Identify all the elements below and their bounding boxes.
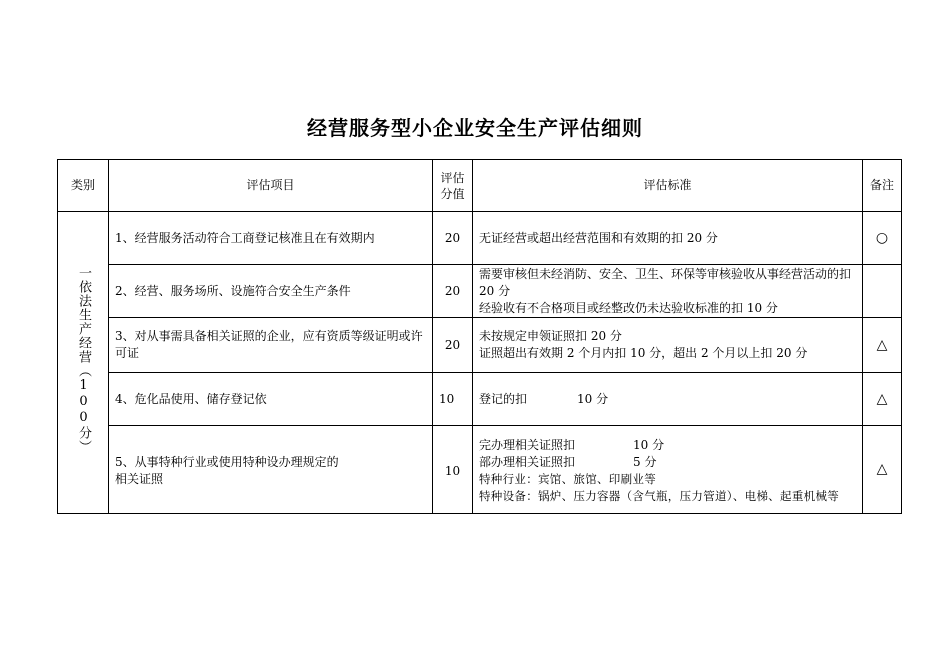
item-cell: 2、经营、服务场所、设施符合安全生产条件 bbox=[109, 265, 433, 318]
standard-cell bbox=[473, 426, 863, 514]
score-cell: 20 bbox=[433, 212, 473, 265]
standard-line bbox=[479, 437, 856, 454]
table-row bbox=[58, 212, 902, 265]
item-cell bbox=[109, 426, 433, 514]
standard-line bbox=[479, 454, 856, 471]
standard-line: 需要审核但未经消防、安全、卫生、环保等审核验收从事经营活动的扣 20 分 bbox=[479, 266, 852, 298]
standard-mid: 扣 bbox=[515, 391, 528, 406]
note-cell: ○ bbox=[863, 212, 902, 265]
note-cell: △ bbox=[863, 373, 902, 426]
standard-points: 10 分 bbox=[633, 438, 665, 452]
category-label: 一依法生产经营（100分） bbox=[76, 266, 91, 454]
page-title: 经营服务型小企业安全生产评估细则 bbox=[307, 116, 643, 140]
score-cell: 20 bbox=[433, 318, 473, 373]
standard-line: 经验收有不合格项目或经整改仍未达验收标准的扣 10 分 bbox=[479, 300, 778, 315]
standard-cell bbox=[473, 373, 863, 426]
table-row bbox=[58, 426, 902, 514]
standard-suffix: 10 分 bbox=[577, 391, 609, 406]
standard-text: 完办理相关证照扣 bbox=[479, 438, 576, 452]
item-cell: 4、危化品使用、储存登记依 bbox=[109, 373, 433, 426]
category-cell bbox=[58, 212, 109, 514]
item-cell: 3、对从事需具备相关证照的企业，应有资质等级证明或许可证 bbox=[109, 318, 433, 373]
standard-line: 特种行业：宾馆、旅馆、印刷业等 bbox=[479, 472, 656, 486]
header-item: 评估项目 bbox=[109, 160, 433, 212]
item-line: 5、从事特种行业或使用特种设办理规定的 bbox=[115, 455, 339, 469]
note-cell: △ bbox=[863, 426, 902, 514]
evaluation-table bbox=[57, 159, 902, 514]
standard-line: 未按规定申领证照扣 20 分 bbox=[479, 329, 622, 343]
standard-line: 证照超出有效期 2 个月内扣 10 分，超出 2 个月以上扣 20 分 bbox=[479, 346, 808, 360]
standard-line: 特种设备：锅炉、压力容器（含气瓶，压力管道）、电梯、起重机械等 bbox=[479, 489, 840, 503]
score-cell bbox=[433, 373, 473, 426]
header-score-text: 评估分值 bbox=[440, 170, 465, 201]
score-cell: 20 bbox=[433, 265, 473, 318]
header-standard: 评估标准 bbox=[473, 160, 863, 212]
item-line: 相关证照 bbox=[115, 472, 164, 486]
score-cell: 10 bbox=[433, 426, 473, 514]
header-score bbox=[433, 160, 473, 212]
header-category: 类别 bbox=[58, 160, 109, 212]
table-row bbox=[58, 318, 902, 373]
standard-cell bbox=[473, 318, 863, 373]
standard-cell bbox=[473, 265, 863, 318]
score-value: 10 bbox=[439, 391, 455, 406]
standard-cell bbox=[473, 212, 863, 265]
standard-text: 部办理相关证照扣 bbox=[479, 455, 576, 469]
item-cell: 1、经营服务活动符合工商登记核准且在有效期内 bbox=[109, 212, 433, 265]
table-row bbox=[58, 265, 902, 318]
standard-prefix: 登记的 bbox=[479, 391, 516, 406]
header-note: 备注 bbox=[863, 160, 902, 212]
table-header-row bbox=[58, 160, 902, 212]
note-cell bbox=[863, 265, 902, 318]
note-cell: △ bbox=[863, 318, 902, 373]
standard-points: 5 分 bbox=[633, 455, 657, 469]
table-row bbox=[58, 373, 902, 426]
standard-line: 无证经营或超出经营范围和有效期的扣 20 分 bbox=[479, 230, 718, 245]
